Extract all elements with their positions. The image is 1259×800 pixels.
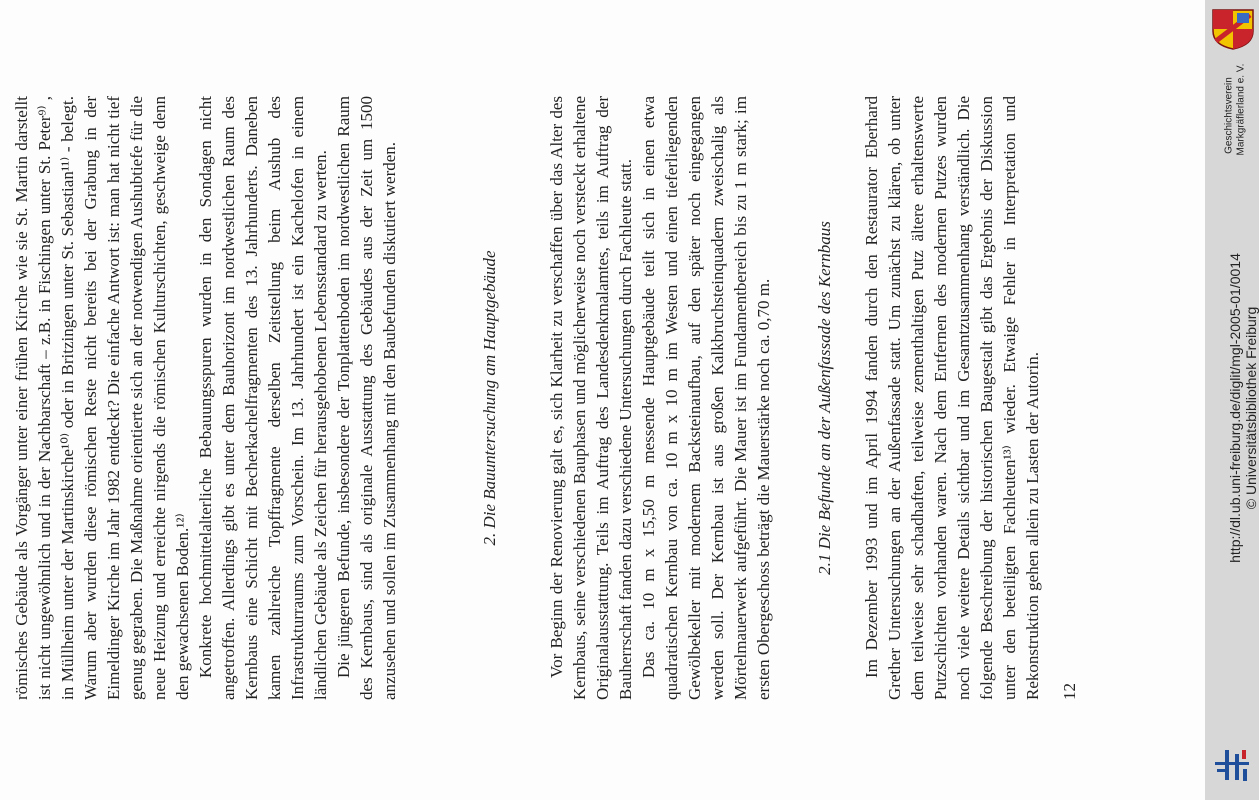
ub-freiburg-logo-icon — [1211, 745, 1253, 787]
paragraph: Das ca. 10 m x 15,50 m messende Hauptgebäude teilt sich in einen etwa quadratischen Kernbau von ca. 10 m x 10 m im Westen und einen tieferliegenden Gewölbekeller mit modernem Backsteinaufbau, auf den später noch eingegangen werden soll. Der Kernbau ist aus großen Kalkbruchsteinquadern zweischalig als Mörtelmauerwerk aufgeführt. Die Mauer ist im Fundamentbereich bis zu 1 m stark; im ersten Obergeschoss beträgt die Mauerstärke noch ca. 0,70 m. — [639, 96, 773, 700]
society-name-line2: Markgräflerland e. V. — [1235, 63, 1247, 156]
paragraph: Die jüngeren Befunde, insbesondere der Tonplattenboden im nordwestlichen Raum des Kernbaus, sind als originale Ausstattung des Gebäudes aus der Zeit um 1500 anzusehen und sollen im Zusammenhang mit den Baubefunden diskutiert werden. — [334, 96, 399, 700]
text-block-3 — [860, 96, 1044, 700]
library-copyright: © Universitätsbibliothek Freiburg — [1243, 306, 1259, 510]
viewer-sidebar — [1205, 0, 1259, 800]
paragraph: Vor Beginn der Renovierung galt es, sich Klarheit zu verschaffen über das Alter des Kernbaus, seine verschiedenen Bauphasen und möglicherweise noch versteckt erhaltene Originalausstattung. Teils im Auftrag des Landesdenkmalamtes, teils im Auftrag der Bauherrschaft fanden dazu verschiedene Untersuchungen durch Fachleute statt. — [547, 96, 635, 700]
text-block-1 — [10, 96, 401, 700]
paragraph: römisches Gebäude als Vorgänger unter einer frühen Kirche wie sie St. Martin darstellt ist nicht ungewöhnlich und in der Nachbarschaft – z.B. in Fischingen unter St. Peter⁹⁾ , in Müllheim unter der Martinskirche¹⁰⁾ oder in Britzingen unter St. Sebastian¹¹⁾ - belegt. Warum aber wurden diese römischen Reste nicht bereits bei der Grabung in der Eimeldinger Kirche im Jahr 1982 entdeckt? Die einfache Antwort ist: man hat nicht tief genug gegraben. Die Maßnahme orientierte sich an der notwendigen Aushubtiefe für die neue Heizung und erreichte nirgends die römischen Kulturschichten, geschweige denn den gewachsenen Boden.¹²⁾ — [12, 96, 192, 700]
paragraph: Konkrete hochmittelalterliche Bebauungsspuren wurden in den Sondagen nicht angetroffen. Allerdings gibt es unter dem Bauhorizont im nordwestlichen Raum des Kernbaus eine Schicht mit Becherkachelfragmenten des 13. Jahrhunderts. Daneben kamen zahlreiche Topffragmente derselben Zeitstellung beim Aushub des Infrastrukturraums zum Vorschein. Im 13. Jahrhundert ist ein Kachelofen in einem ländlichen Gebäude als Zeichen für herausgehobenen Lebensstandard zu werten. — [196, 96, 330, 700]
section-heading-2-1: 2.1 Die Befunde an der Außenfassade des Kernbaus — [815, 221, 834, 575]
section-heading-2: 2. Die Bauuntersuchung am Hauptgebäude — [480, 250, 499, 546]
document-url[interactable]: http://dl.ub.uni-freiburg.de/diglit/mgl-2005-01/0014 — [1227, 253, 1243, 563]
page-number: 12 — [1060, 683, 1079, 700]
society-name-line1: Geschichtsverein — [1223, 77, 1235, 154]
coat-of-arms-icon — [1210, 7, 1256, 51]
text-block-2 — [545, 96, 775, 700]
paragraph: Im Dezember 1993 und im April 1994 fanden durch den Restaurator Eberhard Grether Untersuchungen an der Außenfassade statt. Um zunächst zu klären, ob unter dem teilweise sehr schadhaften, teilweise zementhaltigen Putz ältere erhaltenswerte Putzschichten vorhanden waren. Nach dem Entfernen des modernen Putzes wurden noch viele weitere Details sichtbar und im Gesamtzusammenhang verständlich. Die folgende Beschreibung der historischen Baugestalt gibt das Ergebnis der Diskussion unter den beteiligten Fachleuten¹³⁾ wieder. Etwaige Fehler in Interpretation und Rekonstruktion gehen allein zu Lasten der Autorin. — [862, 96, 1042, 700]
